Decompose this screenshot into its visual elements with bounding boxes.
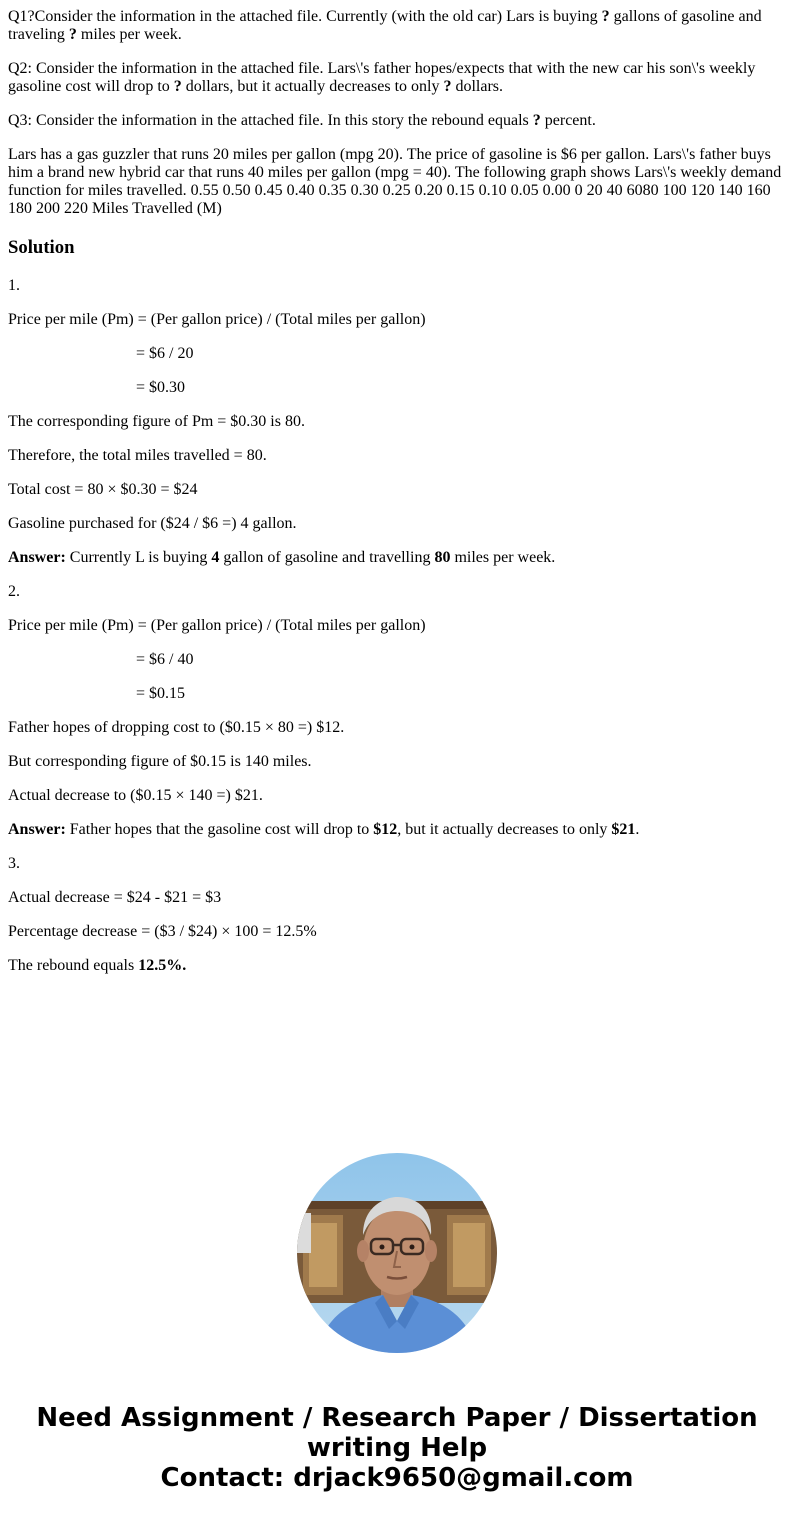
part-3-percentage: Percentage decrease = ($3 / $24) × 100 = 12.5% [8,923,317,940]
part-1-formula: Price per mile (Pm) = (Per gallon price) / (Total miles per gallon) [8,311,426,328]
part-2-actual: Actual decrease to ($0.15 × 140 =) $21. [8,787,263,804]
question-3-text-end: percent. [540,112,596,129]
part-3-number: 3. [8,855,20,872]
part-1-figure: The corresponding figure of Pm = $0.30 is 80. [8,413,305,430]
answer-gallons: 4 [211,549,220,566]
part-2-calc-division: = $6 / 40 [136,651,194,668]
part-1-calc-division: = $6 / 20 [136,345,194,362]
part-3-decrease: Actual decrease = $24 - $21 = $3 [8,889,222,906]
solution-heading: Solution [8,237,75,258]
part-3-rebound [8,957,786,975]
part-1-gasoline: Gasoline purchased for ($24 / $6 =) 4 gallon. [8,515,297,532]
part-2-figure: But corresponding figure of $0.15 is 140 miles. [8,753,312,770]
answer-actual-cost: $21 [611,821,636,838]
question-1-text-middle: gallons of gasoline and traveling [8,8,762,43]
part-2-answer [8,821,786,839]
answer-miles: 80 [434,549,451,566]
rebound-text: The rebound equals [8,957,139,974]
question-2-blank-expected: ? [173,78,182,95]
question-1-text: Q1?Consider the information in the attached file. Currently (with the old car) Lars is buying [8,8,602,25]
part-2-hope: Father hopes of dropping cost to ($0.15 × 80 =) $12. [8,719,345,736]
footer-line-help: writing Help [306,1433,488,1463]
part-1-miles: Therefore, the total miles travelled = 80. [8,447,267,464]
avatar-portrait-icon [297,1153,497,1353]
part-1-calc-result: = $0.30 [136,379,186,396]
answer-text: . [635,821,640,838]
part-2-calc-result: = $0.15 [136,685,186,702]
author-avatar [297,1153,497,1353]
problem-statement: Lars has a gas guzzler that runs 20 miles per gallon (mpg 20). The price of gasoline is $6 per gallon. Lars\'s father buys him a brand new hybrid car that runs 40 miles per gallon (mpg = 40). The following graph shows Lars\'s weekly demand function for miles travelled. 0.55 0.50 0.45 0.40 0.35 0.30 0.25 0.20 0.15 0.10 0.05 0.00 0 20 40 6080 100 120 140 160 180 200 220 Miles Travelled (M) [8,146,782,217]
question-3 [8,112,786,130]
question-3-blank-rebound: ? [532,112,541,129]
question-2-blank-actual: ? [443,78,452,95]
part-1-number: 1. [8,277,20,294]
footer-contact-email: Contact: drjack9650@gmail.com [160,1463,634,1493]
answer-text: , but it actually decreases to only [397,821,612,838]
question-1 [8,8,786,44]
answer-text: Currently L is buying [65,549,212,566]
answer-text: gallon of gasoline and travelling [219,549,435,566]
question-2-text: Q2: Consider the information in the attached file. Lars\'s father hopes/expects that with the new car his son\'s weekly gasoline cost will drop to [8,60,756,95]
part-2-number: 2. [8,583,20,600]
question-3-text: Q3: Consider the information in the attached file. In this story the rebound equals [8,112,533,129]
question-2 [8,60,786,96]
question-1-text-end: miles per week. [76,26,182,43]
question-1-blank-gallons: ? [601,8,610,25]
part-1-total-cost: Total cost = 80 × $0.30 = $24 [8,481,198,498]
answer-expected-cost: $12 [373,821,398,838]
part-1-answer [8,549,786,567]
question-2-text-middle: dollars, but it actually decreases to only [181,78,444,95]
answer-text: miles per week. [450,549,556,566]
footer-line-assignment: Need Assignment / Research Paper / Dissertation [36,1403,758,1433]
answer-text: Father hopes that the gasoline cost will drop to [65,821,374,838]
part-2-formula: Price per mile (Pm) = (Per gallon price) / (Total miles per gallon) [8,617,426,634]
question-1-blank-miles: ? [68,26,77,43]
answer-label: Answer: [8,821,66,838]
rebound-value: 12.5%. [138,957,187,974]
question-2-text-end: dollars. [451,78,504,95]
answer-label: Answer: [8,549,66,566]
promo-footer [0,1403,794,1493]
